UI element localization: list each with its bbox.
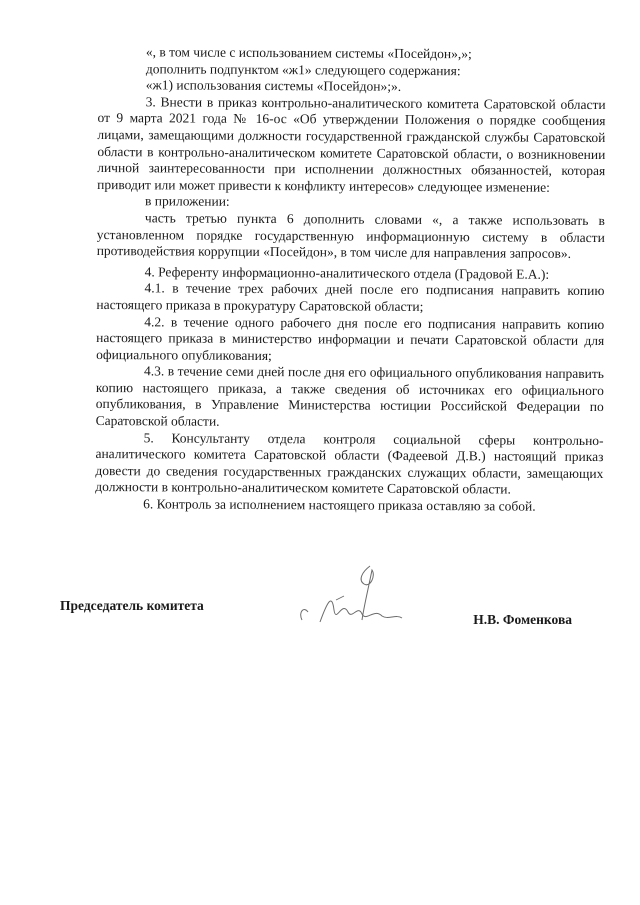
signer-title: Председатель комитета — [60, 598, 204, 613]
paragraph-item-4: 4. Референту информационно-аналитического отдела (Градовой Е.А.): — [144, 264, 550, 282]
paragraph-in-appendix: в приложении: — [144, 193, 230, 210]
paragraph-subclause-zh1: «ж1) использования системы «Посейдон»;». — [145, 77, 402, 95]
paragraph-quote-insert: «, в том числе с использованием системы «Посейдон»,»; — [145, 44, 472, 62]
signature-block — [60, 598, 580, 638]
paragraph-part-three: часть третью пункта 6 дополнить словами «, а также использовать в установленном порядке государственную информационную систему в области противодействия коррупции «Посейдон», в том числе для направления запросов». — [96, 210, 605, 262]
paragraph-item-4-3: 4.3. в течение семи дней после дня его официального опубликования направить копию настоящего приказа, а также сведения об источниках его официального опубликования, в Управление Министерства юстиции Российской Федерации по Саратовской области. — [95, 363, 605, 429]
paragraph-item-3: 3. Внести в приказ контрольно-аналитического комитета Саратовской области от 9 марта 2021 года № 16-ос «Об утверждении Положения о порядке сообщения лицами, замещающими должности государственной гражданской службы Саратовской области в контрольно-аналитическом комитете Саратовской области, о возникновении личной заинтересованности при исполнении должностных обязанностей, которая приводит или может привести к конфликту интересов» следующее изменение: — [97, 94, 606, 195]
paragraph-item-4-2: 4.2. в течение одного рабочего дня после его подписания направить копию настоящего приказа в министерство информации и печати Саратовской области для официального опубликования; — [96, 313, 605, 363]
signer-name: Н.В. Фоменкова — [473, 612, 572, 627]
paragraph-item-5: 5. Консультанту отдела контроля социальной сферы контрольно-аналитического комитета Саратовской области (Фадеевой Д.В.) настоящий приказ довести до сведения государственных гражданских служащих области, замещающих должности в контрольно-аналитическом комитете Саратовской области. — [95, 429, 604, 497]
document-body — [95, 44, 606, 516]
handwritten-signature — [292, 560, 412, 640]
paragraph-add-subclause: дополнить подпунктом «ж1» следующего содержания: — [145, 60, 461, 78]
paragraph-item-4-1: 4.1. в течение трех рабочих дней после его подписания направить копию настоящего приказа в прокуратуру Саратовской области; — [96, 280, 605, 314]
paragraph-item-6: 6. Контроль за исполнением настоящего приказа оставляю за собой. — [143, 496, 536, 514]
